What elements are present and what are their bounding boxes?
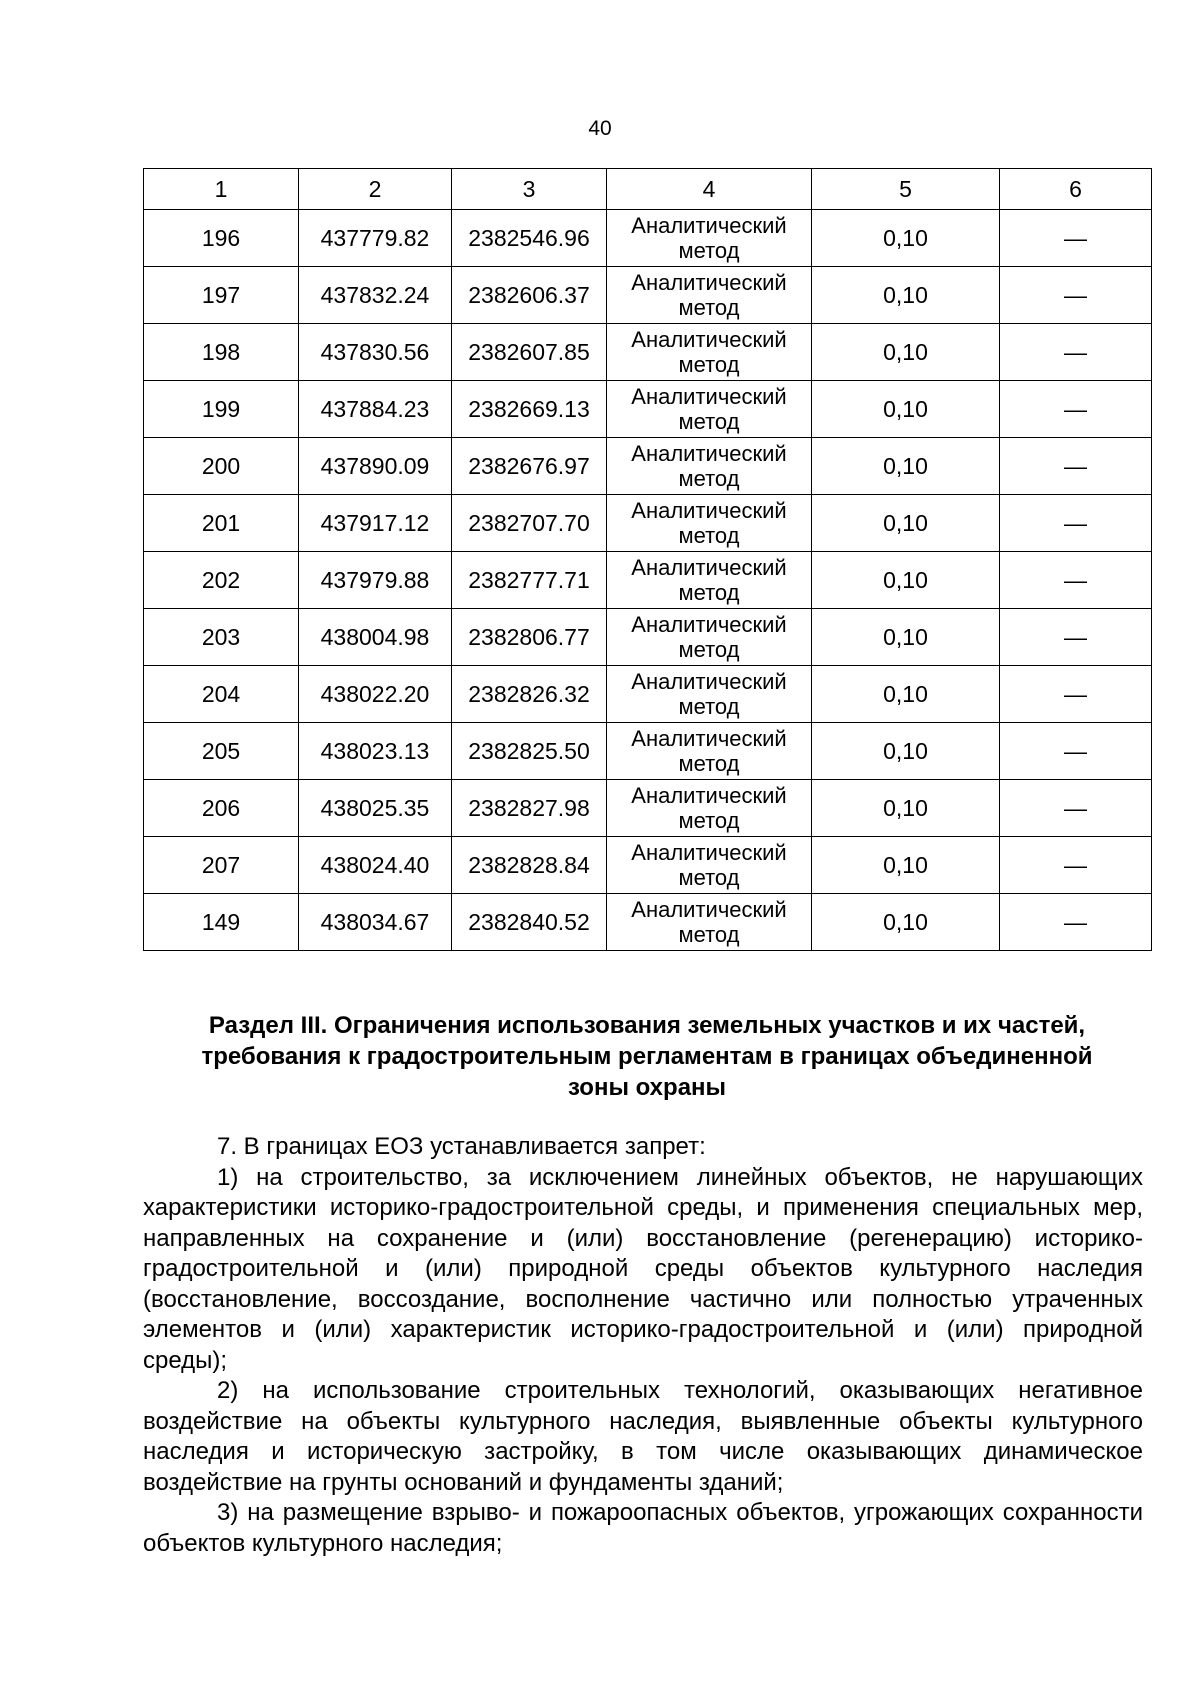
cell-point-number: 206 [144, 780, 299, 837]
cell-method [607, 552, 812, 609]
cell-coordinate-x: 437832.24 [299, 267, 452, 324]
column-header: 3 [452, 169, 607, 210]
cell-coordinate-x: 437884.23 [299, 381, 452, 438]
table-row [144, 381, 1152, 438]
method-text-line: метод [678, 523, 740, 548]
cell-method [607, 381, 812, 438]
cell-method [607, 780, 812, 837]
cell-point-number: 199 [144, 381, 299, 438]
cell-method [607, 495, 812, 552]
cell-note: — [1000, 495, 1152, 552]
method-text-line: метод [678, 751, 740, 776]
table-row [144, 723, 1152, 780]
table-header-row [144, 169, 1152, 210]
section-body [143, 1132, 1143, 1559]
method-text-line: метод [678, 922, 740, 947]
table-row [144, 894, 1152, 951]
cell-coordinate-x: 438025.35 [299, 780, 452, 837]
cell-coordinate-y: 2382825.50 [452, 723, 607, 780]
method-text-line: Аналитический [631, 384, 787, 409]
column-header: 6 [1000, 169, 1152, 210]
method-text-line: метод [678, 865, 740, 890]
cell-method [607, 210, 812, 267]
cell-point-number: 207 [144, 837, 299, 894]
paragraph-intro: 7. В границах ЕОЗ устанавливается запрет: [217, 1133, 706, 1160]
cell-coordinate-y: 2382777.71 [452, 552, 607, 609]
cell-coordinate-y: 2382669.13 [452, 381, 607, 438]
method-text-line: Аналитический [631, 555, 787, 580]
cell-note: — [1000, 894, 1152, 951]
method-text-line: метод [678, 295, 740, 320]
paragraph-item-3: 3) на размещение взрыво- и пожароопасных объектов, угрожающих сохранности объектов культурного наследия; [143, 1499, 1143, 1557]
cell-method [607, 837, 812, 894]
column-header: 2 [299, 169, 452, 210]
section-heading-line: требования к градостроительным регламентам в границах объединенной [201, 1043, 1093, 1070]
method-text-line: Аналитический [631, 270, 787, 295]
table-row [144, 780, 1152, 837]
cell-accuracy: 0,10 [812, 381, 1000, 438]
cell-accuracy: 0,10 [812, 894, 1000, 951]
cell-note: — [1000, 552, 1152, 609]
cell-coordinate-y: 2382676.97 [452, 438, 607, 495]
method-text-line: метод [678, 466, 740, 491]
cell-note: — [1000, 438, 1152, 495]
cell-coordinate-x: 437830.56 [299, 324, 452, 381]
cell-accuracy: 0,10 [812, 837, 1000, 894]
method-text-line: метод [678, 637, 740, 662]
cell-method [607, 894, 812, 951]
cell-point-number: 202 [144, 552, 299, 609]
cell-accuracy: 0,10 [812, 210, 1000, 267]
cell-method [607, 666, 812, 723]
cell-coordinate-y: 2382607.85 [452, 324, 607, 381]
cell-note: — [1000, 267, 1152, 324]
page-number: 40 [588, 117, 612, 140]
cell-point-number: 200 [144, 438, 299, 495]
cell-coordinate-y: 2382606.37 [452, 267, 607, 324]
cell-coordinate-y: 2382806.77 [452, 609, 607, 666]
method-text-line: Аналитический [631, 897, 787, 922]
cell-note: — [1000, 210, 1152, 267]
cell-point-number: 198 [144, 324, 299, 381]
cell-note: — [1000, 381, 1152, 438]
cell-note: — [1000, 666, 1152, 723]
method-text-line: Аналитический [631, 726, 787, 751]
cell-coordinate-x: 437917.12 [299, 495, 452, 552]
cell-coordinate-y: 2382707.70 [452, 495, 607, 552]
cell-coordinate-x: 437979.88 [299, 552, 452, 609]
cell-note: — [1000, 837, 1152, 894]
cell-coordinate-y: 2382840.52 [452, 894, 607, 951]
section-heading-line: Раздел III. Ограничения использования земельных участков и их частей, [208, 1012, 1086, 1039]
cell-method [607, 723, 812, 780]
cell-coordinate-x: 438023.13 [299, 723, 452, 780]
cell-accuracy: 0,10 [812, 780, 1000, 837]
table-row [144, 210, 1152, 267]
method-text-line: метод [678, 580, 740, 605]
paragraph-item-2: 2) на использование строительных технологий, оказывающих негативное воздействие на объекты культурного наследия, выявленные объекты культурного наследия и историческую застройку, в том числе оказывающих динамическое воздействие на грунты оснований и фундаменты зданий; [143, 1377, 1143, 1496]
table-row [144, 324, 1152, 381]
cell-accuracy: 0,10 [812, 609, 1000, 666]
table-row [144, 609, 1152, 666]
method-text-line: Аналитический [631, 327, 787, 352]
cell-note: — [1000, 780, 1152, 837]
cell-method [607, 267, 812, 324]
paragraph-item-1: 1) на строительство, за исключением линейных объектов, не нарушающих характеристики историко-градостроительной среды, и применения специальных мер, направленных на сохранение и (или) восстановление (регенерацию) историко-градостроительной и (или) природной среды объектов культурного наследия (восстановление, воссоздание, восполнение частично или полностью утраченных элементов и (или) характеристик историко-градостроительной и (или) природной среды); [143, 1163, 1143, 1374]
cell-accuracy: 0,10 [812, 267, 1000, 324]
method-text-line: Аналитический [631, 612, 787, 637]
cell-method [607, 609, 812, 666]
cell-note: — [1000, 609, 1152, 666]
table-row [144, 495, 1152, 552]
method-text-line: метод [678, 808, 740, 833]
table-row [144, 552, 1152, 609]
table-body [144, 210, 1152, 951]
cell-point-number: 203 [144, 609, 299, 666]
cell-point-number: 197 [144, 267, 299, 324]
column-header: 1 [144, 169, 299, 210]
cell-point-number: 204 [144, 666, 299, 723]
cell-method [607, 324, 812, 381]
table-row [144, 666, 1152, 723]
method-text-line: Аналитический [631, 213, 787, 238]
method-text-line: метод [678, 238, 740, 263]
cell-point-number: 149 [144, 894, 299, 951]
cell-coordinate-x: 437779.82 [299, 210, 452, 267]
method-text-line: Аналитический [631, 783, 787, 808]
cell-accuracy: 0,10 [812, 324, 1000, 381]
cell-accuracy: 0,10 [812, 438, 1000, 495]
method-text-line: метод [678, 694, 740, 719]
cell-point-number: 205 [144, 723, 299, 780]
cell-coordinate-x: 438022.20 [299, 666, 452, 723]
cell-coordinate-x: 438034.67 [299, 894, 452, 951]
section-heading [143, 1010, 1151, 1103]
cell-coordinate-y: 2382827.98 [452, 780, 607, 837]
column-header: 5 [812, 169, 1000, 210]
cell-coordinate-y: 2382828.84 [452, 837, 607, 894]
cell-accuracy: 0,10 [812, 723, 1000, 780]
cell-note: — [1000, 723, 1152, 780]
method-text-line: Аналитический [631, 441, 787, 466]
cell-accuracy: 0,10 [812, 552, 1000, 609]
column-header: 4 [607, 169, 812, 210]
method-text-line: Аналитический [631, 669, 787, 694]
cell-coordinate-x: 437890.09 [299, 438, 452, 495]
cell-coordinate-x: 438024.40 [299, 837, 452, 894]
cell-note: — [1000, 324, 1152, 381]
table-row [144, 267, 1152, 324]
cell-accuracy: 0,10 [812, 495, 1000, 552]
cell-coordinate-x: 438004.98 [299, 609, 452, 666]
cell-point-number: 196 [144, 210, 299, 267]
cell-method [607, 438, 812, 495]
cell-coordinate-y: 2382546.96 [452, 210, 607, 267]
table-row [144, 438, 1152, 495]
coordinates-table [143, 168, 1152, 951]
table-row [144, 837, 1152, 894]
cell-point-number: 201 [144, 495, 299, 552]
method-text-line: Аналитический [631, 498, 787, 523]
cell-coordinate-y: 2382826.32 [452, 666, 607, 723]
method-text-line: метод [678, 409, 740, 434]
method-text-line: Аналитический [631, 840, 787, 865]
method-text-line: метод [678, 352, 740, 377]
section-heading-line: зоны охраны [567, 1074, 727, 1101]
cell-accuracy: 0,10 [812, 666, 1000, 723]
